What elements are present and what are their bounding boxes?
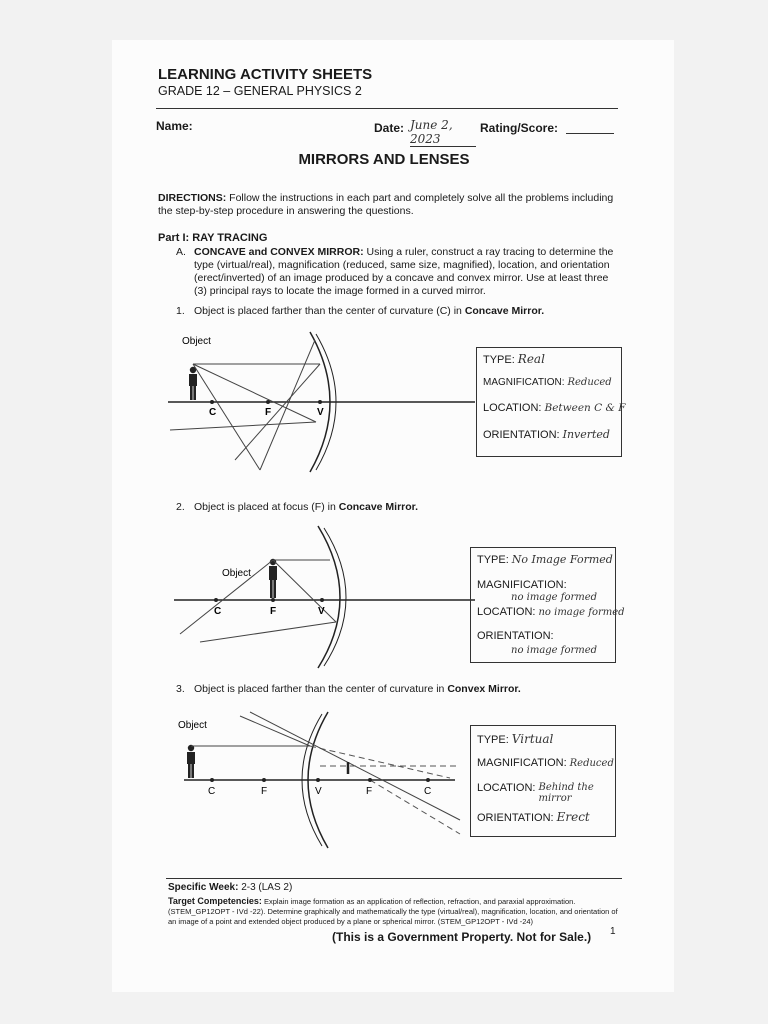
answer-2-magnification-value: no image formed — [511, 592, 598, 603]
problem-2-mirror: Concave Mirror. — [338, 501, 419, 513]
directions-text: Follow the instructions in each part and completely solve all the problems including the step-by-step procedure in answering the questions. — [158, 192, 614, 217]
problem-1-number: 1. — [176, 305, 185, 317]
answer-2-orientation-label-row — [477, 630, 554, 642]
ray-to-mirror — [273, 560, 336, 622]
virtual-ray-3 — [370, 780, 460, 834]
virtual-ray-1 — [310, 746, 450, 778]
label-f: F — [270, 606, 277, 617]
answer-3-location — [477, 782, 602, 804]
ray-reflected-2 — [200, 622, 336, 642]
week-value: 2-3 (LAS 2) — [241, 882, 293, 893]
part1-heading: Part I: RAY TRACING — [158, 232, 268, 244]
footer-divider — [166, 878, 622, 879]
orientation-label: ORIENTATION: — [477, 630, 554, 642]
answer-1-location — [483, 402, 626, 414]
problem-2-number: 2. — [176, 501, 185, 513]
answer-3-type — [477, 732, 553, 746]
problem-1-text: Object is placed farther than the center of curvature (C) in — [194, 305, 462, 317]
answer-3-orientation — [477, 810, 590, 824]
answer-1-magnification — [483, 377, 612, 388]
ray-return — [260, 340, 315, 470]
label-c-back: C — [424, 786, 432, 797]
problem-3-mirror: Convex Mirror. — [447, 683, 521, 695]
ray-reflected — [170, 422, 316, 430]
orientation-value: Erect — [556, 810, 590, 824]
point-v — [318, 400, 322, 404]
label-f-back: F — [366, 786, 373, 797]
government-notice: (This is a Government Property. Not for Sale.) — [332, 930, 592, 944]
answer-box-2 — [470, 547, 625, 663]
diagram-1-object-label: Object — [182, 336, 211, 347]
orientation-label: ORIENTATION: — [483, 429, 560, 441]
answer-2-orientation-value: no image formed — [511, 645, 598, 656]
section-a — [194, 246, 622, 298]
name-label: Name: — [156, 119, 193, 133]
answer-box-3 — [470, 725, 616, 837]
problem-2-statement — [194, 501, 622, 514]
magnification-value: Reduced — [567, 377, 612, 388]
answer-1-orientation — [483, 428, 610, 441]
answer-2-magnification-label-row — [477, 579, 567, 591]
diagram-2-concave-mirror — [160, 522, 480, 672]
object-figure — [187, 745, 195, 778]
label-c: C — [214, 606, 222, 617]
label-v: V — [315, 786, 322, 797]
type-value: Real — [517, 352, 545, 366]
week-label: Specific Week: — [168, 882, 239, 893]
location-label: LOCATION: — [483, 402, 542, 414]
header-divider — [156, 108, 618, 109]
date-label: Date: — [374, 121, 405, 135]
problem-1-mirror: Concave Mirror. — [464, 305, 545, 317]
directions — [158, 192, 620, 218]
point-f — [271, 598, 275, 602]
diagram-3-convex-mirror — [160, 710, 470, 850]
ray-reflected-1 — [240, 716, 310, 746]
competencies-text: Explain image formation as an application of reflection, refraction, and paraxial approximation. (STEM_GP12OPT - IVd -22). Determine graphically and mathematically the type (virtual/real), magnification, location, and orientation of an image of a point and extended object produced by a plane or spherical mirror. (STEM_GP12OPT - IVd -24) — [168, 897, 618, 926]
problem-3-text: Object is placed farther than the center of curvature in — [194, 683, 445, 695]
point-v — [320, 598, 324, 602]
object-figure — [269, 559, 277, 598]
diagram-3-object-label: Object — [178, 720, 207, 731]
rating-blank — [566, 133, 614, 134]
answer-3-magnification — [477, 757, 614, 769]
problem-3-statement — [194, 683, 622, 696]
concave-mirror — [318, 526, 340, 668]
diagram-2-object-label: Object — [222, 568, 251, 579]
magnification-label: MAGNIFICATION: — [483, 377, 565, 388]
problem-3-number: 3. — [176, 683, 185, 695]
page-title: MIRRORS AND LENSES — [298, 151, 470, 168]
label-v: V — [318, 606, 325, 617]
point-c — [214, 598, 218, 602]
answer-2-type — [477, 553, 613, 566]
object-figure — [189, 367, 197, 400]
label-v: V — [317, 407, 324, 418]
answer-box-1 — [476, 347, 626, 457]
page-number: 1 — [610, 926, 616, 937]
section-a-text: Using a ruler, construct a ray tracing to determine the type (virtual/real), magnification (reduced, same size, magnified), location, and orientation (erect/inverted) of an image produced by a concave and convex mirror. Use at least three (3) principal rays to locate the image formed in a curved mirror. — [194, 246, 614, 297]
answer-2-location — [477, 606, 625, 618]
orientation-label: ORIENTATION: — [477, 812, 554, 824]
point-v — [316, 778, 320, 782]
target-competencies — [168, 896, 620, 927]
point-c — [210, 400, 214, 404]
concave-mirror-back — [324, 528, 346, 666]
rating-label: Rating/Score: — [480, 121, 559, 135]
answer-1-type — [483, 352, 545, 366]
label-f: F — [265, 407, 272, 418]
date-value: June 2, 2023 — [410, 118, 476, 147]
specific-week — [168, 882, 292, 893]
location-value: Behind the mirror — [538, 782, 594, 804]
label-f-front: F — [261, 786, 268, 797]
magnification-label: MAGNIFICATION: — [477, 579, 567, 591]
location-value: no image formed — [538, 607, 625, 618]
magnification-label: MAGNIFICATION: — [477, 757, 567, 769]
label-c: C — [209, 407, 217, 418]
location-label: LOCATION: — [477, 606, 536, 618]
point-c-back — [426, 778, 430, 782]
section-a-heading: CONCAVE and CONVEX MIRROR: — [194, 246, 364, 258]
point-f-front — [262, 778, 266, 782]
magnification-value: Reduced — [569, 758, 614, 769]
point-f — [266, 400, 270, 404]
grade-subject: GRADE 12 – GENERAL PHYSICS 2 — [158, 84, 362, 98]
location-value: Between C & F — [544, 402, 626, 414]
label-c-front: C — [208, 786, 216, 797]
orientation-value: Inverted — [562, 428, 610, 441]
type-value: No Image Formed — [511, 553, 613, 566]
point-f-back — [368, 778, 372, 782]
competencies-label: Target Competencies: — [168, 896, 262, 906]
location-label: LOCATION: — [477, 782, 536, 794]
directions-label: DIRECTIONS: — [158, 192, 227, 204]
type-label: TYPE: — [477, 554, 509, 566]
sheet-title: LEARNING ACTIVITY SHEETS — [158, 66, 373, 83]
problem-1-statement — [194, 305, 622, 318]
type-label: TYPE: — [477, 734, 509, 746]
type-value: Virtual — [511, 732, 554, 746]
point-c-front — [210, 778, 214, 782]
type-label: TYPE: — [483, 354, 515, 366]
section-a-letter: A. — [176, 246, 186, 258]
ray-through-focus — [235, 364, 320, 460]
diagram-1-concave-mirror — [160, 330, 480, 500]
problem-2-text: Object is placed at focus (F) in — [194, 501, 336, 513]
